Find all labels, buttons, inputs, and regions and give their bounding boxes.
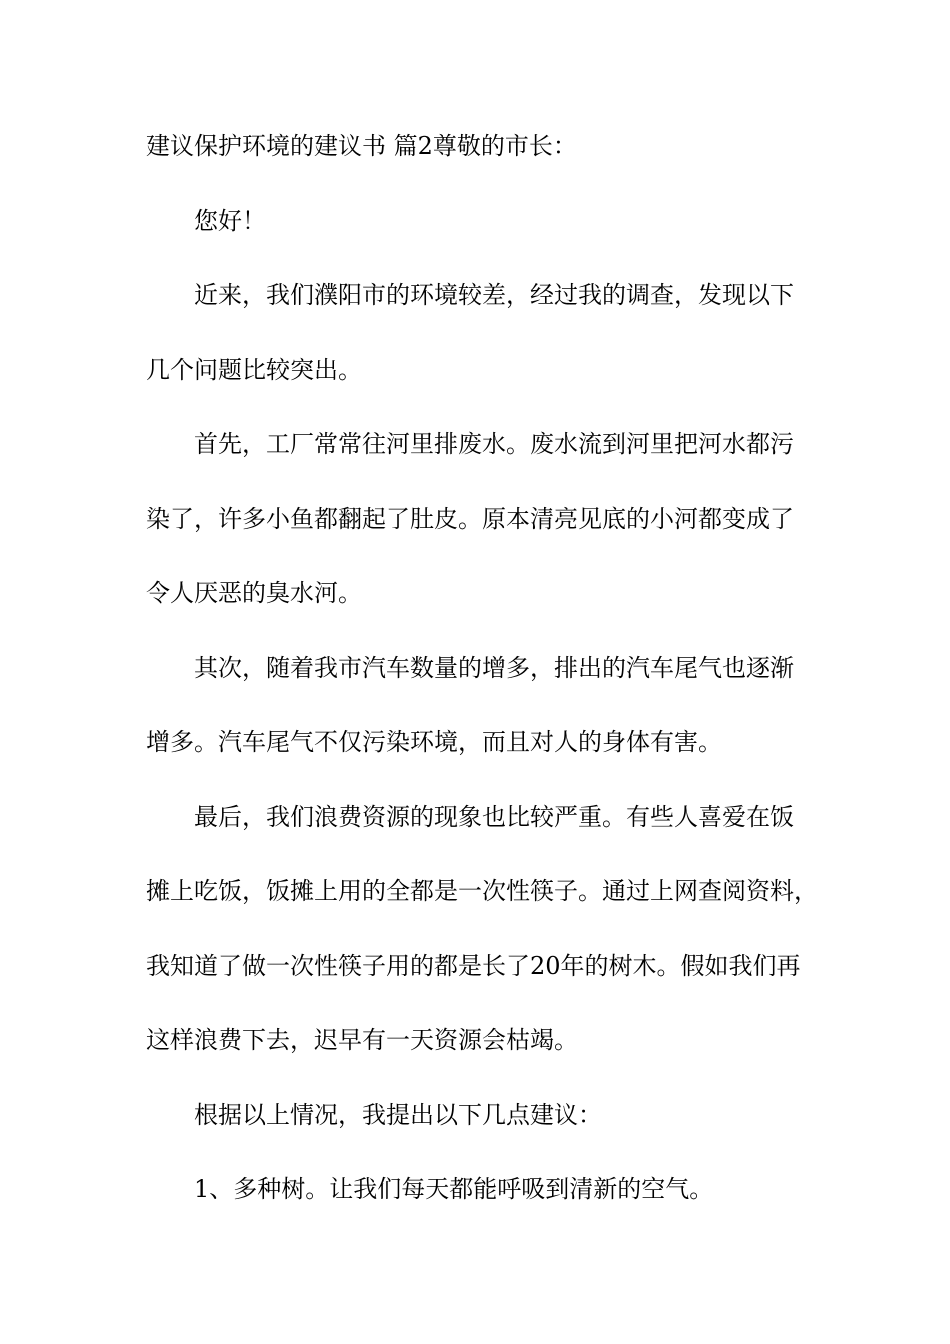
text-line: 这样浪费下去，迟早有一天资源会枯竭。 bbox=[146, 1026, 578, 1054]
text-line: 首先，工厂常常往河里排废水。废水流到河里把河水都污 bbox=[194, 430, 794, 458]
letter-body bbox=[146, 130, 816, 1248]
text-line: 几个问题比较突出。 bbox=[146, 355, 362, 384]
text-line: 我知道了做一次性筷子用的都是长了20年的树木。假如我们再 bbox=[146, 951, 801, 980]
suggestion-item: 1、多种树。让我们每天都能呼吸到清新的空气。 bbox=[194, 1175, 714, 1203]
text-line: 其次，随着我市汽车数量的增多，排出的汽车尾气也逐渐 bbox=[194, 653, 794, 682]
text-line: 摊上吃饭，饭摊上用的全都是一次性筷子。通过上网查阅资料， bbox=[146, 877, 818, 905]
text-line: 根据以上情况，我提出以下几点建议： bbox=[194, 1100, 602, 1129]
letter-title-line: 建议保护环境的建议书 篇2尊敬的市长： bbox=[146, 132, 577, 160]
greeting-line: 您好！ bbox=[194, 206, 266, 235]
text-line: 增多。汽车尾气不仅污染环境，而且对人的身体有害。 bbox=[146, 728, 722, 756]
text-line: 令人厌恶的臭水河。 bbox=[146, 579, 362, 607]
text-line: 染了，许多小鱼都翻起了肚皮。原本清亮见底的小河都变成了 bbox=[146, 504, 794, 533]
text-line: 近来，我们濮阳市的环境较差，经过我的调查，发现以下 bbox=[194, 281, 794, 309]
text-line: 最后，我们浪费资源的现象也比较严重。有些人喜爱在饭 bbox=[194, 802, 794, 831]
